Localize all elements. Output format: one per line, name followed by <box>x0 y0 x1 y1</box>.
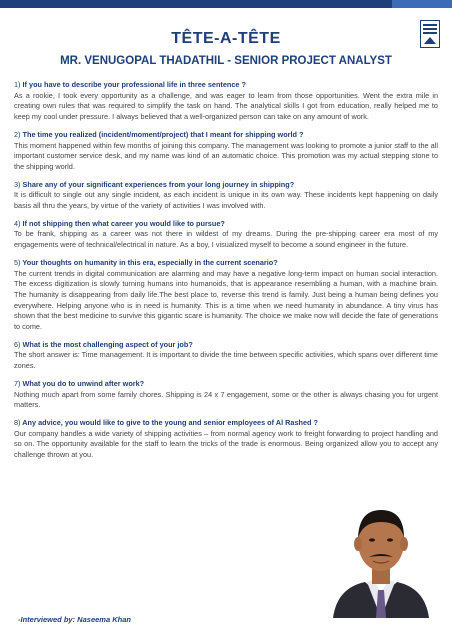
top-banner-accent <box>392 0 452 8</box>
page-title: TÊTE-A-TÊTE <box>171 30 281 47</box>
question-number: 3) <box>14 179 21 189</box>
question-text: What is the most challenging aspect of your job? <box>22 339 193 349</box>
answer-text: Our company handles a wide variety of shipping activities – from normal agency work to freight forwarding to project handling and so on. The opportunity available for the staff to learn the tricks of the trade is enormous. Being organized allow you to accept any challenge thrown at you. <box>14 428 438 460</box>
question-number: 6) <box>14 339 21 349</box>
answer-text: It is difficult to single out any single incident, as each incident is unique in its own way. These incidents kept happening on daily basis all thru the years, by virtue of the variety of activities I was involved with. <box>14 190 438 211</box>
question <box>14 379 438 390</box>
qa-item-5 <box>14 258 438 333</box>
interview-content <box>14 80 438 468</box>
question <box>14 340 438 351</box>
answer-text: The short answer is: Time management. It is important to divide the time between specific activities, which spans over different time zones. <box>14 350 438 371</box>
question-text: If you have to describe your professional life in three sentence ? <box>22 80 246 89</box>
interviewer-credit: -Interviewed by: Naseema Khan <box>18 615 131 624</box>
top-banner <box>0 0 452 8</box>
qa-item-4 <box>14 219 438 251</box>
answer-text: The current trends in digital communication are alarming and may have a negative long-term impact on human social interaction. The excess digitization is slowly turning humans into humanoids, that is appearance resembling a human, with a machine brain. The humanity is disappearing from daily life.The best place to, reverse this trend is family. Just being a human being defines you everywhere. Helping anyone who is in need is humanity. This is a time when we need humanity in abundance. A tiny virus has shown that the best medicine to survive this gigantic scare is humanity. The choice we make now will decide the fate of generations to come. <box>14 268 438 332</box>
question <box>14 418 438 429</box>
qa-item-8 <box>14 418 438 461</box>
answer-text: As a rookie, I took every opportunity as a challenge, and was eager to learn from those opportunities. Went the extra mile in creating own rules that was required to simplify the task on hand. The analytical skills I got from education, really helped me to keep my cool under pressure. I always believed that a well-organized person can take on any amount of work. <box>14 90 438 122</box>
question <box>14 219 438 230</box>
qa-item-3 <box>14 180 438 212</box>
qa-item-7 <box>14 379 438 411</box>
question <box>14 180 438 191</box>
question <box>14 80 438 91</box>
answer-text: This moment happened within few months of joining this company. The management was looking to promote a junior staff to the all important customer service desk, and my name was kind of an automatic choice. This promotion was my actual stepping stone to the shipping world. <box>14 140 438 171</box>
question <box>14 258 438 269</box>
question-text: Share any of your significant experiences from your long journey in shipping? <box>22 179 295 189</box>
question-text: Any advice, you would like to give to the young and senior employees of Al Rashed ? <box>22 417 318 427</box>
question-text: The time you realized (incident/moment/project) that I meant for shipping world ? <box>22 129 304 139</box>
question-number: 1) <box>14 80 21 89</box>
answer-text: To be frank, shipping as a career was not there in wildest of my dreams. During the pre-shipping career era most of my engagements were of technical/electrical in nature. As a boy, I visualized myself to become a sound engineer in the future. <box>14 229 438 250</box>
question-number: 4) <box>14 218 21 228</box>
question-number: 7) <box>14 378 21 388</box>
question-number: 8) <box>14 417 21 427</box>
qa-item-1 <box>14 80 438 123</box>
question-number: 2) <box>14 129 21 139</box>
qa-item-2 <box>14 130 438 173</box>
answer-text: Nothing much apart from some family chores. Shipping is 24 x 7 engagement, some or the other is always chasing you for urgent matters. <box>14 389 438 410</box>
qa-item-6 <box>14 340 438 372</box>
question-text: Your thoughts on humanity in this era, especially in the current scenario? <box>22 257 278 267</box>
question-text: What you do to unwind after work? <box>22 378 145 388</box>
page-subtitle: MR. VENUGOPAL THADATHIL - SENIOR PROJECT ANALYST <box>60 55 392 67</box>
question-text: If not shipping then what career you would like to pursue? <box>22 218 225 228</box>
question <box>14 130 438 141</box>
interviewee-photo <box>325 500 437 618</box>
question-number: 5) <box>14 257 21 267</box>
